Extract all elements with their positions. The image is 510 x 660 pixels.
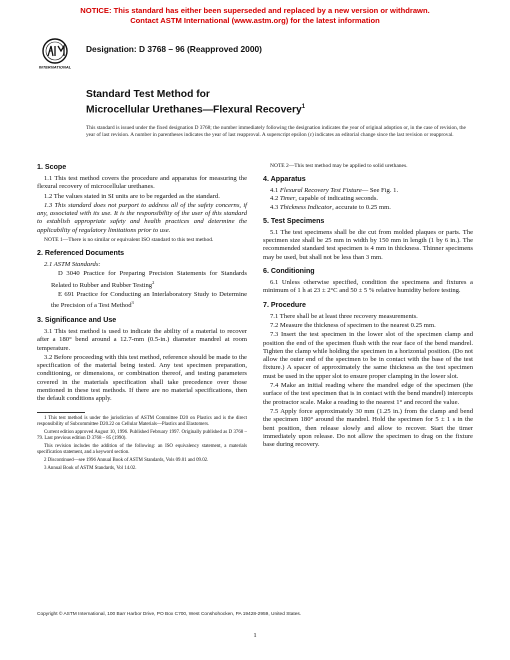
para-4-2-rest: , capable of indicating seconds. (295, 195, 379, 203)
section-apparatus-heading: 4. Apparatus (263, 175, 306, 183)
astm-logo-icon (37, 37, 73, 71)
copyright-line: Copyright © ASTM International, 100 Barr Harbor Drive, PO Box C700, West Conshohocken, PA 19428-2959, United States. (37, 612, 302, 617)
reference-e691-mark: 3 (131, 300, 134, 306)
para-7-1: 7.1 There shall be at least three recovery measurements. (270, 312, 418, 320)
para-4-3-rest: , accurate to 0.25 mm. (332, 203, 391, 211)
para-7-2: 7.2 Measure the thickness of specimen to the nearest 0.25 mm. (270, 321, 436, 329)
notice-line-1: NOTICE: This standard has either been superseded and replaced by a new version or withdrawn. (80, 6, 430, 15)
para-4-3 (263, 204, 473, 212)
para-4-1 (263, 187, 473, 195)
footnote-divider (37, 412, 85, 413)
section-refs-heading: 2. Referenced Documents (37, 249, 125, 258)
reference-d3040-mark: 2 (152, 279, 155, 285)
section-procedure-heading: 7. Procedure (263, 300, 306, 309)
para-7-4: 7.4 Make an initial reading where the mandrel edge of the specimen (the surface of the test specimen that is in contact with the bend mandrel) intercepts the protractor scale. Make a reading to the nearest 1° and record the value. (263, 382, 473, 406)
para-3-1: 3.1 This test method is used to indicate the ability of a material to recover after a 180° bend around a 12.7-mm (0.5-in.) diameter mandrel at room temperature. (37, 327, 247, 352)
para-4-3-num: 4.3 (270, 203, 279, 211)
document-title (86, 89, 446, 116)
page-number: 1 (253, 632, 257, 639)
left-column (37, 163, 247, 473)
para-5-1: 5.1 The test specimens shall be die cut from molded plaques or parts. The specimen size shall be 25 mm in width by 150 mm in length (1 by 6 in.). The recommended standard test specimen is 4 mm in thickness. Thinner specimens may be used, but shall not be less than 3 mm. (263, 228, 473, 261)
para-1-2: 1.2 The values stated in SI units are to be regarded as the standard. (44, 192, 220, 200)
reference-e691 (37, 291, 247, 311)
para-2-1: 2.1 ASTM Standards: (44, 261, 101, 269)
reference-d3040 (37, 270, 247, 290)
footnote-1: 1 This test method is under the jurisdiction of ASTM Committee D20 on Plastics and is the direct responsibility of Subcommittee D20.22 on Cellular Materials—Plastics and Elastomers. (37, 415, 247, 427)
para-4-2-item: Timer (279, 195, 296, 203)
title-line-2 (86, 101, 446, 116)
note-1: NOTE 1—There is no similar or equivalent ISO standard to this test method. (44, 237, 214, 244)
para-4-1-rest: — See Fig. 1. (361, 187, 399, 194)
para-4-2 (263, 195, 473, 203)
para-1-1: 1.1 This test method covers the procedure and apparatus for measuring the flexural recovery of microcellular urethanes. (37, 175, 247, 191)
footnote-1-revision: This revision includes the addition of the following: an ISO equivalency statement, a materials specification statement, and a keyword section. (37, 443, 247, 456)
para-7-3: 7.3 Insert the test specimen in the lower slot of the specimen clamp and position the end of the specimen flush with the rear face of the bend mandrel. Tighten the clamp while holding the specimen in a horizontal position. (Do not allow the outer end of the specimen to be in contact with the base of the test fixture.) A spacer of approximately the same thickness as the test specimen must be used in the upper slot to ensure proper clamping in the lower slot. (263, 331, 473, 380)
para-3-2: 3.2 Before proceeding with this test method, reference should be made to the specification of the material being tested. Any test specimen preparation, conditioning, or dimensions, or combination thereof, and testing parameters covered in the materials specification shall take precedence over those mentioned in these test methods. If there are no material specifications, then the default conditions apply. (37, 353, 247, 403)
reference-d3040-text: D 3040 Practice for Preparing Precision Statements for Standards Related to Rubber and Rubber Testing (51, 270, 247, 289)
logo-wordmark: INTERNATIONAL (38, 64, 72, 70)
para-4-1-item: Flexural Recovery Test Fixture (279, 187, 362, 194)
supersession-notice (0, 6, 510, 25)
para-6-1: 6.1 Unless otherwise specified, condition the specimens and fixtures a minimum of 1 h at 23 ± 2°C and 50 ± 5 % relative humidity before testing. (263, 279, 473, 295)
right-column (263, 163, 473, 450)
footnote-3: 3 Annual Book of ASTM Standards, Vol 14.02. (44, 465, 137, 471)
designation: Designation: D 3768 – 96 (Reapproved 2000) (86, 44, 262, 54)
reference-e691-text: E 691 Practice for Conducting an Interlaboratory Study to Determine the Precision of a Test Method (51, 291, 247, 310)
section-specimens-heading: 5. Test Specimens (263, 216, 325, 225)
section-conditioning-heading: 6. Conditioning (263, 267, 315, 276)
issuance-statement: This standard is issued under the fixed designation D 3768; the number immediately following the designation indicates the year of original adoption or, in the case of revision, the year of last revision. A number in parentheses indicates the year of last reapproval. A superscript epsilon (ε) indicates an editorial change since the last revision or reapproval. (86, 125, 466, 138)
notice-line-2: Contact ASTM International (www.astm.org) for the latest information (130, 15, 380, 25)
section-significance-heading: 3. Significance and Use (37, 315, 117, 324)
apparatus-list (263, 187, 473, 212)
para-4-1-num: 4.1 (270, 187, 279, 194)
footnote-1-edition: Current edition approved August 10, 1996. Published February 1997. Originally published as D 3768 – 79. Last previous edition D 3768 – 85 (1990). (37, 429, 247, 441)
title-line-1: Standard Test Method for (86, 89, 210, 100)
para-7-5: 7.5 Apply force approximately 30 mm (1.25 in.) from the clamp and bend the specimen 180° around the mandrel. Hold the specimen for 5 ± 1 s in the bent position, then release slowly and allow to recover. Start the timer immediately upon release. Do not allow the specimen to drag on the fixture base during recovery. (263, 407, 473, 449)
para-4-3-item: Thickness Indicator (279, 203, 333, 211)
para-4-2-num: 4.2 (270, 195, 279, 203)
note-2: NOTE 2—This test method may be applied to solid urethanes. (270, 163, 408, 169)
footnote-2: 2 Discontinued—see 1996 Annual Book of ASTM Standards, Vols 09.01 and 09.02. (44, 457, 209, 463)
title-footnote-mark: 1 (301, 104, 306, 110)
section-scope-heading: 1. Scope (37, 163, 67, 171)
title-main: Microcellular Urethanes—Flexural Recovery (86, 104, 302, 116)
para-1-3: 1.3 This standard does not purport to address all of the safety concerns, if any, associated with its use. It is the responsibility of the user of this standard to establish appropriate safety and health practices and determine the applicability of regulatory limitations prior to use. (37, 201, 247, 234)
